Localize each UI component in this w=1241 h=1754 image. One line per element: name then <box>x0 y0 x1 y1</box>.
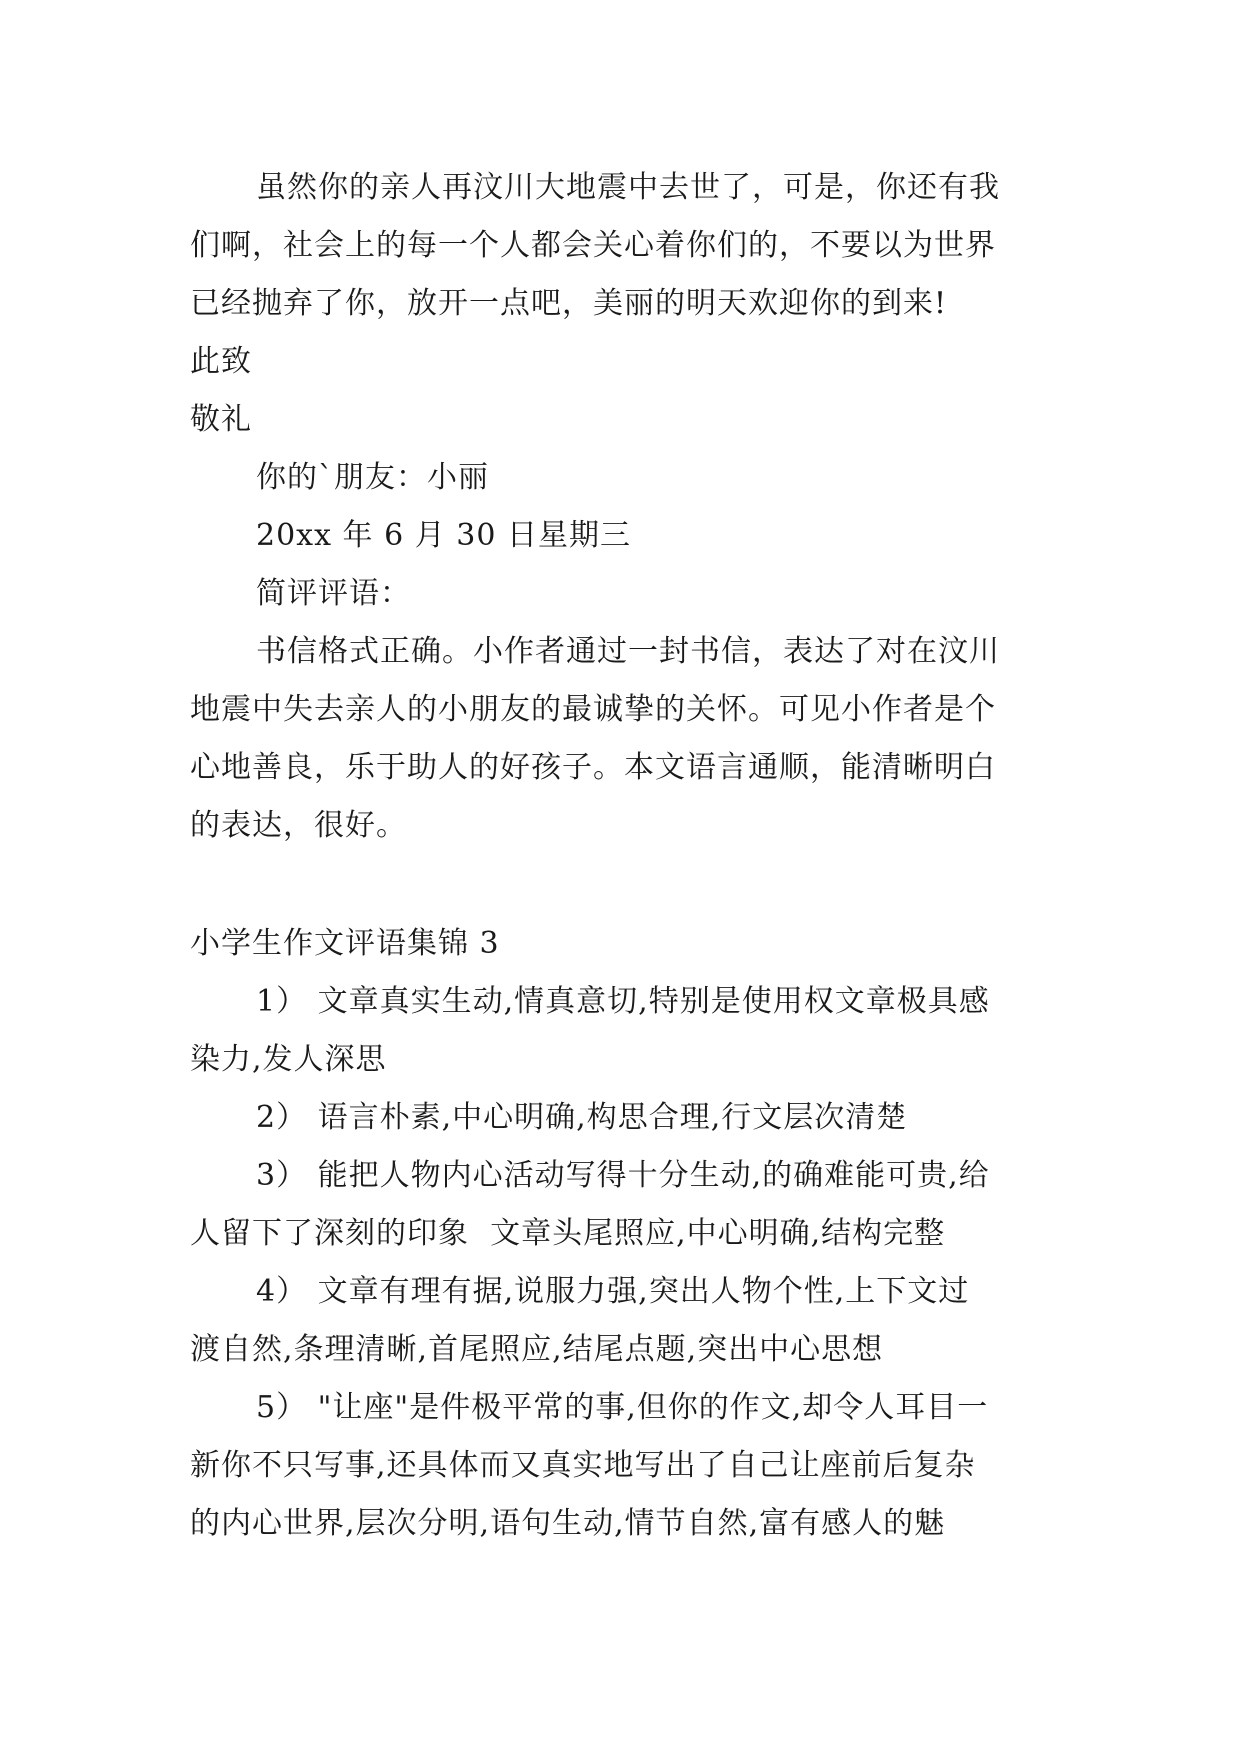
comment-item-3: 3） 能把人物内心活动写得十分生动,的确难能可贵,给 <box>256 1158 990 1193</box>
comment-item-1: 1） 文章真实生动,情真意切,特别是使用权文章极具感 <box>256 984 990 1019</box>
comment-item-1-cont: 染力,发人深思 <box>190 1042 387 1077</box>
letter-closing: 此致 <box>190 344 252 379</box>
letter-salutation: 敬礼 <box>190 402 252 437</box>
comment-item-5: 5） "让座"是件极平常的事,但你的作文,却令人耳目一 <box>256 1390 989 1425</box>
comment-item-2: 2） 语言朴素,中心明确,构思合理,行文层次清楚 <box>256 1100 908 1135</box>
comment-item-4-cont: 渡自然,条理清晰,首尾照应,结尾点题,突出中心思想 <box>190 1332 884 1367</box>
letter-signature: 你的`朋友：小丽 <box>256 460 489 495</box>
review-heading: 简评评语： <box>256 576 411 611</box>
review-line: 书信格式正确。小作者通过一封书信，表达了对在汶川 <box>256 634 1000 669</box>
review-line: 心地善良，乐于助人的好孩子。本文语言通顺，能清晰明白 <box>190 750 996 785</box>
comment-item-5-cont: 的内心世界,层次分明,语句生动,情节自然,富有感人的魅 <box>190 1506 946 1541</box>
comment-item-4: 4） 文章有理有据,说服力强,突出人物个性,上下文过 <box>256 1274 970 1309</box>
section-title: 小学生作文评语集锦 3 <box>190 926 500 961</box>
letter-para-line: 们啊，社会上的每一个人都会关心着你们的，不要以为世界 <box>190 228 996 263</box>
review-line: 地震中失去亲人的小朋友的最诚挚的关怀。可见小作者是个 <box>190 692 996 727</box>
comment-item-3-cont: 人留下了深刻的印象 文章头尾照应,中心明确,结构完整 <box>190 1216 946 1251</box>
review-line: 的表达，很好。 <box>190 808 407 843</box>
comment-item-5-cont: 新你不只写事,还具体而又真实地写出了自己让座前后复杂 <box>190 1448 976 1483</box>
letter-para-line: 虽然你的亲人再汶川大地震中去世了，可是，你还有我 <box>256 170 1000 205</box>
letter-date: 20xx 年 6 月 30 日星期三 <box>256 518 631 553</box>
letter-para-line: 已经抛弃了你，放开一点吧，美丽的明天欢迎你的到来! <box>190 286 948 321</box>
